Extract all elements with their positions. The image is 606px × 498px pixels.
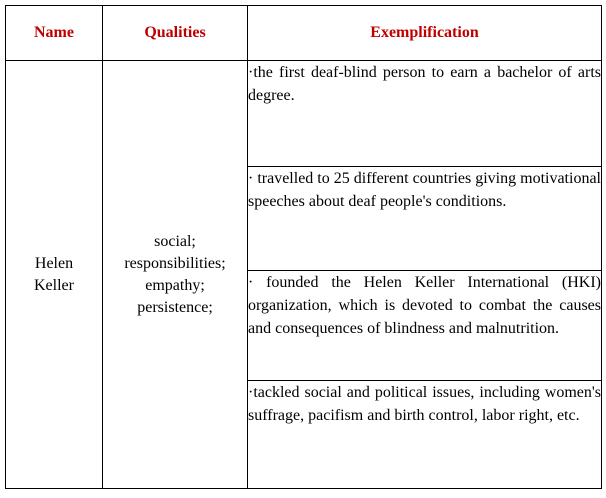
header-qualities: Qualities (103, 6, 248, 61)
qualities-table (5, 5, 602, 489)
table-row (6, 61, 602, 167)
quality-item: persistence; (137, 298, 213, 316)
person-name-last: Keller (34, 276, 74, 294)
header-name: Name (6, 6, 103, 61)
header-exemplification: Exemplification (248, 6, 602, 61)
example-cell: ·tackled social and political issues, including women's suffrage, pacifism and birth control, labor right, etc. (248, 381, 602, 489)
quality-item: empathy; (145, 276, 205, 294)
quality-item: responsibilities; (124, 254, 226, 272)
person-name-first: Helen (34, 254, 74, 272)
header-row (6, 6, 602, 61)
example-cell: · travelled to 25 different countries giving motivational speeches about deaf people's conditions. (248, 167, 602, 271)
qualities-cell (103, 61, 248, 489)
example-cell: ·the first deaf-blind person to earn a bachelor of arts degree. (248, 61, 602, 167)
quality-item: social; (154, 232, 196, 250)
example-cell: · founded the Helen Keller International (HKI) organization, which is devoted to combat the causes and consequences of blindness and malnutrition. (248, 271, 602, 381)
person-name-cell (6, 61, 103, 489)
